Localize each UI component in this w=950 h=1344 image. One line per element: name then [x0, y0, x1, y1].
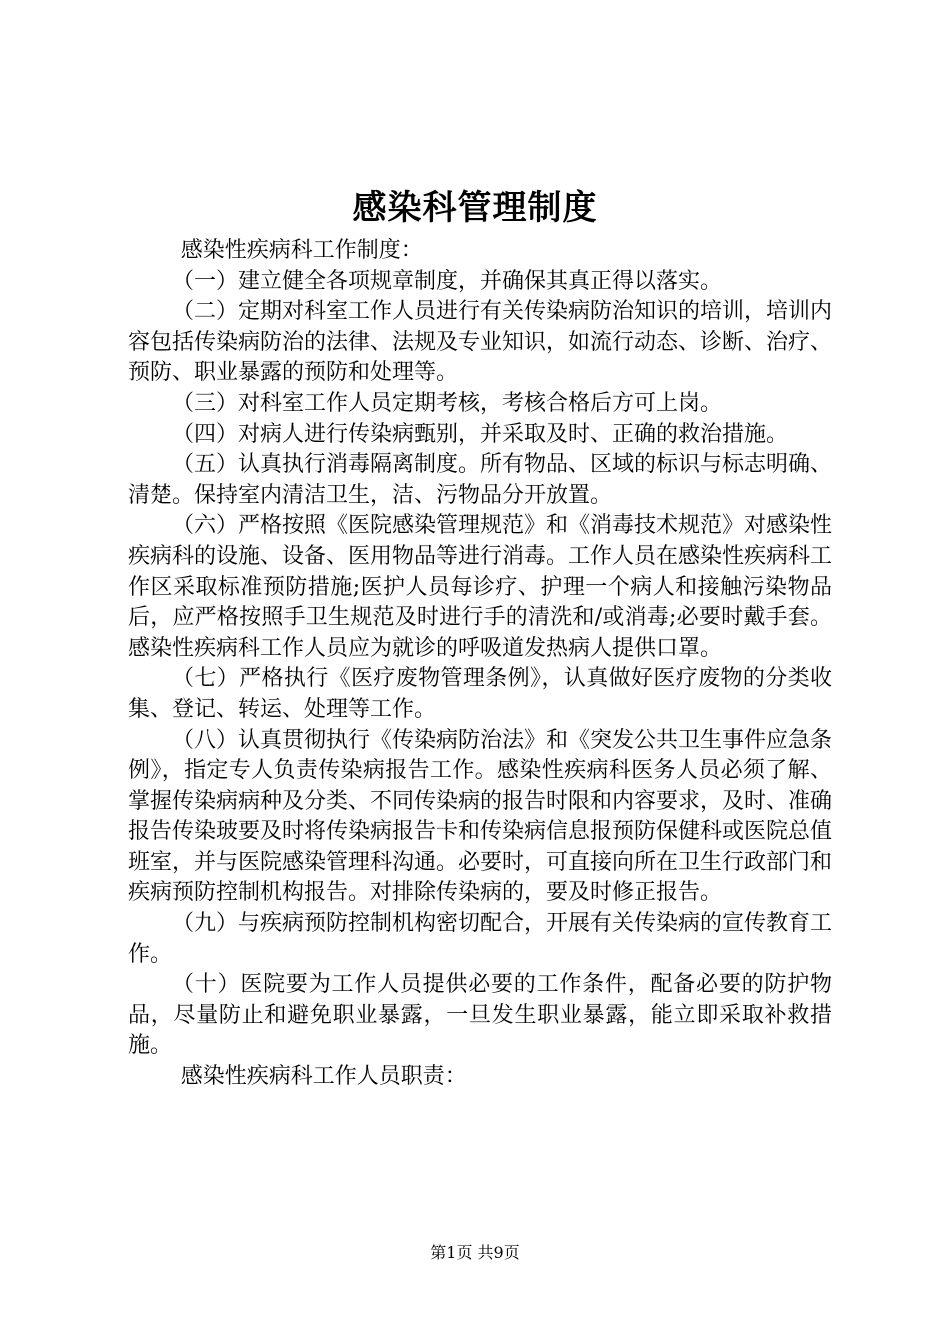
paragraph-item-10: （十）医院要为工作人员提供必要的工作条件，配备必要的防护物品，尽量防止和避免职业暴露，一旦发生职业暴露，能立即采取补救措施。 [128, 972, 832, 1059]
paragraph-item-6: （六）严格按照《医院感染管理规范》和《消毒技术规范》对感染性疾病科的设施、设备、医用物品等进行消毒。工作人员在感染性疾病科工作区采取标准预防措施;医护人员每诊疗、护理一个病人和接触污染物品后，应严格按照手卫生规范及时进行手的清洗和/或消毒;必要时戴手套。感染性疾病科工作人员应为就诊的呼吸道发热病人提供口罩。 [128, 513, 833, 661]
paragraph-item-2: （二）定期对科室工作人员进行有关传染病防治知识的培训，培训内容包括传染病防治的法律、法规及专业知识，如流行动态、诊断、治疗、预防、职业暴露的预防和处理等。 [128, 299, 833, 386]
paragraph-item-3: （三）对科室工作人员定期考核，考核合格后方可上岗。 [172, 390, 723, 416]
paragraph-item-9: （九）与疾病预防控制机构密切配合，开展有关传染病的宣传教育工作。 [128, 911, 833, 967]
paragraph-item-1: （一）建立健全各项规章制度，并确保其真正得以落实。 [172, 268, 723, 294]
document-title: 感染科管理制度 [352, 188, 598, 228]
paragraph-item-8: （八）认真贯彻执行《传染病防治法》和《突发公共卫生事件应急条例》，指定专人负责传染病报告工作。感染性疾病科医务人员必须了解、掌握传染病病种及分类、不同传染病的报告时限和内容要求，及时、准确报告传染玻要及时将传染病报告卡和传染病信息报预防保健科或医院总值班室，并与医院感染管理科沟通。必要时，可直接向所在卫生行政部门和疾病预防控制机构报告。对排除传染病的，要及时修正报告。 [128, 727, 833, 906]
page-number-footer: 第1页 共9页 [430, 1243, 520, 1262]
section-heading: 感染性疾病科工作制度： [180, 238, 423, 263]
paragraph-item-5: （五）认真执行消毒隔离制度。所有物品、区域的标识与标志明确、清楚。保持室内清洁卫生，洁、污物品分开放置。 [128, 452, 833, 508]
paragraph-item-7: （七）严格执行《医疗废物管理条例》，认真做好医疗废物的分类收集、登记、转运、处理等工作。 [128, 666, 832, 722]
document-body [128, 236, 832, 1093]
paragraph-item-4: （四）对病人进行传染病甄别，并采取及时、正确的救治措施。 [172, 421, 789, 447]
section-heading-duties: 感染性疾病科工作人员职责： [180, 1064, 467, 1090]
